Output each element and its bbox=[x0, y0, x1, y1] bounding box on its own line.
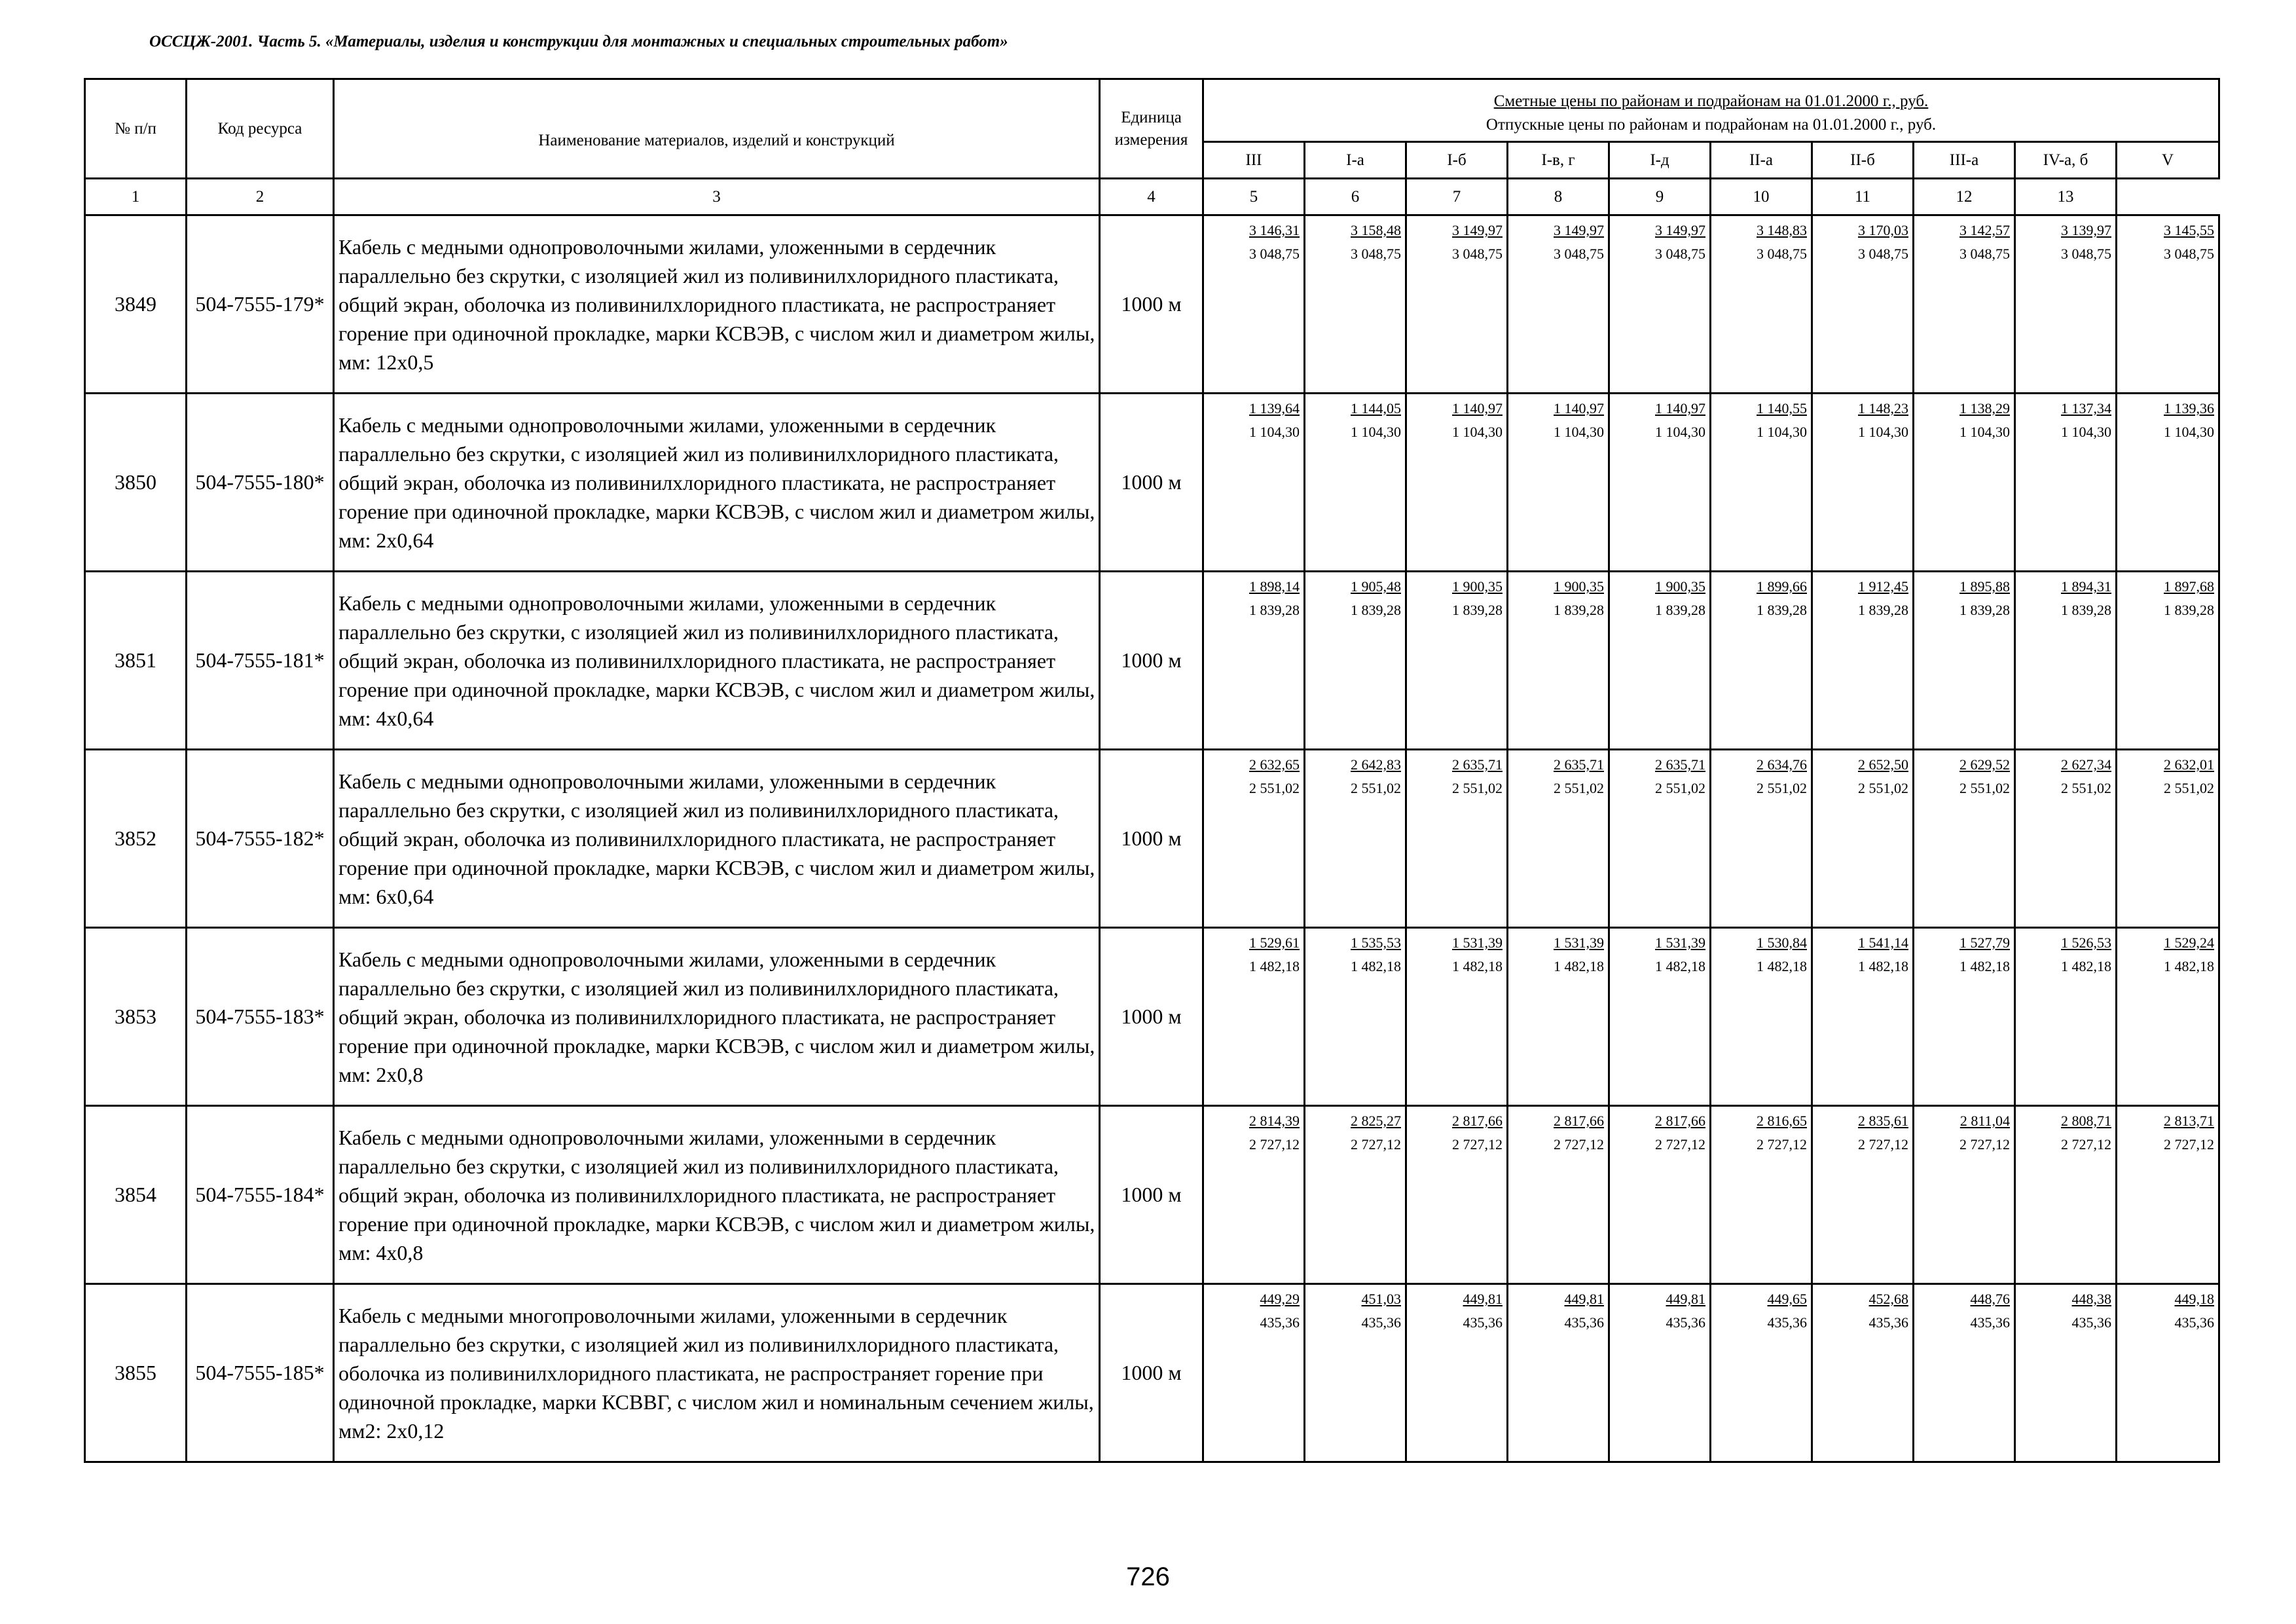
resource-code: 504-7555-182* bbox=[187, 750, 334, 928]
release-price: 3 048,75 bbox=[1757, 246, 1807, 262]
estimate-price: 3 142,57 bbox=[1959, 222, 2010, 238]
estimate-price: 2 652,50 bbox=[1858, 756, 1908, 773]
region-header: III bbox=[1203, 142, 1305, 179]
estimate-price: 3 158,48 bbox=[1351, 222, 1401, 238]
price-cell bbox=[1711, 572, 1812, 750]
resource-code: 504-7555-181* bbox=[187, 572, 334, 750]
table-row bbox=[85, 1106, 2219, 1284]
price-cell bbox=[1203, 750, 1305, 928]
row-number: 3849 bbox=[85, 215, 187, 394]
row-number: 3854 bbox=[85, 1106, 187, 1284]
price-cell bbox=[1203, 928, 1305, 1106]
price-cell bbox=[1305, 1106, 1406, 1284]
estimate-price: 2 642,83 bbox=[1351, 756, 1401, 773]
table-row bbox=[85, 572, 2219, 750]
price-cell bbox=[1406, 572, 1508, 750]
estimate-price: 1 140,97 bbox=[1452, 400, 1503, 416]
price-cell bbox=[1203, 215, 1305, 394]
table-row bbox=[85, 215, 2219, 394]
column-number: 4 bbox=[1100, 179, 1203, 215]
column-number: 13 bbox=[2015, 179, 2117, 215]
release-price: 2 551,02 bbox=[1351, 780, 1401, 796]
price-cell bbox=[1609, 1106, 1711, 1284]
price-cell bbox=[1508, 750, 1609, 928]
price-cell bbox=[1406, 1106, 1508, 1284]
price-cell bbox=[2015, 394, 2117, 572]
estimate-price: 1 527,79 bbox=[1959, 934, 2010, 951]
release-price: 3 048,75 bbox=[1959, 246, 2010, 262]
price-cell bbox=[1609, 750, 1711, 928]
material-name: Кабель с медными однопроволочными жилами, уложенными в сердечник параллельно без скрутки, с изоляцией жил из поливинилхлоридного пластиката, общий экран, оболочка из поливинилхлоридного пластиката, не распространяет горение при одиночной прокладке, марки КСВЭВ, с числом жил и диаметром жилы, мм: 2х0,8 bbox=[334, 928, 1100, 1106]
release-price: 1 839,28 bbox=[1249, 602, 1300, 618]
release-price: 435,36 bbox=[1868, 1314, 1908, 1331]
measure-unit: 1000 м bbox=[1100, 394, 1203, 572]
release-price: 1 482,18 bbox=[2164, 958, 2215, 974]
row-number: 3850 bbox=[85, 394, 187, 572]
header-code: Код ресурса bbox=[187, 79, 334, 179]
release-price: 435,36 bbox=[1361, 1314, 1401, 1331]
row-number: 3853 bbox=[85, 928, 187, 1106]
estimate-price: 3 146,31 bbox=[1249, 222, 1300, 238]
release-price: 2 551,02 bbox=[2164, 780, 2215, 796]
estimate-price: 3 145,55 bbox=[2164, 222, 2215, 238]
measure-unit: 1000 м bbox=[1100, 750, 1203, 928]
header-prices bbox=[1203, 79, 2219, 142]
estimate-price: 1 529,61 bbox=[1249, 934, 1300, 951]
price-cell bbox=[1914, 394, 2015, 572]
estimate-price: 1 529,24 bbox=[2164, 934, 2215, 951]
resource-code: 504-7555-180* bbox=[187, 394, 334, 572]
column-number: 3 bbox=[334, 179, 1100, 215]
estimate-price: 1 148,23 bbox=[1858, 400, 1908, 416]
release-price: 2 727,12 bbox=[1757, 1136, 1807, 1153]
estimate-price: 2 817,66 bbox=[1655, 1113, 1705, 1129]
estimate-price: 2 627,34 bbox=[2061, 756, 2111, 773]
release-price: 435,36 bbox=[1666, 1314, 1705, 1331]
estimate-price: 1 900,35 bbox=[1554, 578, 1604, 595]
release-price: 2 727,12 bbox=[1249, 1136, 1300, 1153]
material-name: Кабель с медными однопроволочными жилами, уложенными в сердечник параллельно без скрутки, с изоляцией жил из поливинилхлоридного пластиката, общий экран, оболочка из поливинилхлоридного пластиката, не распространяет горение при одиночной прокладке, марки КСВЭВ, с числом жил и диаметром жилы, мм: 4х0,8 bbox=[334, 1106, 1100, 1284]
estimate-price: 2 634,76 bbox=[1757, 756, 1807, 773]
price-cell bbox=[1609, 928, 1711, 1106]
release-price: 1 104,30 bbox=[2061, 424, 2111, 440]
estimate-price: 448,76 bbox=[1970, 1291, 2010, 1307]
estimate-price: 1 531,39 bbox=[1554, 934, 1604, 951]
resource-code: 504-7555-184* bbox=[187, 1106, 334, 1284]
release-price: 2 551,02 bbox=[1757, 780, 1807, 796]
release-price: 1 839,28 bbox=[1858, 602, 1908, 618]
column-number: 5 bbox=[1203, 179, 1305, 215]
estimate-price: 2 811,04 bbox=[1959, 1113, 2010, 1129]
column-number: 6 bbox=[1305, 179, 1406, 215]
price-cell bbox=[1406, 750, 1508, 928]
release-price: 1 482,18 bbox=[1351, 958, 1401, 974]
estimate-price: 2 817,66 bbox=[1554, 1113, 1604, 1129]
release-price: 3 048,75 bbox=[1858, 246, 1908, 262]
release-price: 3 048,75 bbox=[2061, 246, 2111, 262]
price-cell bbox=[2117, 1106, 2219, 1284]
column-number: 12 bbox=[1914, 179, 2015, 215]
price-cell bbox=[2117, 394, 2219, 572]
price-cell bbox=[1305, 928, 1406, 1106]
release-price: 1 482,18 bbox=[1655, 958, 1705, 974]
release-price: 1 839,28 bbox=[1554, 602, 1604, 618]
release-price: 1 839,28 bbox=[1959, 602, 2010, 618]
estimate-price: 1 898,14 bbox=[1249, 578, 1300, 595]
estimate-price: 449,81 bbox=[1463, 1291, 1503, 1307]
material-name: Кабель с медными многопроволочными жилами, уложенными в сердечник параллельно без скрутки, с изоляцией жил из поливинилхлоридного пластиката, оболочка из поливинилхлоридного пластиката, не распространяет горение при одиночной прокладке, марки КСВВГ, с числом жил и номинальным сечением жилы, мм2: 2х0,12 bbox=[334, 1284, 1100, 1462]
price-cell bbox=[2015, 750, 2117, 928]
release-price: 2 551,02 bbox=[1554, 780, 1604, 796]
price-cell bbox=[1711, 928, 1812, 1106]
price-cell bbox=[1508, 1284, 1609, 1462]
estimate-price: 1 897,68 bbox=[2164, 578, 2215, 595]
estimate-price: 2 813,71 bbox=[2164, 1113, 2215, 1129]
release-price: 435,36 bbox=[2174, 1314, 2215, 1331]
price-cell bbox=[1812, 928, 1914, 1106]
release-price: 2 727,12 bbox=[1655, 1136, 1705, 1153]
price-cell bbox=[2015, 572, 2117, 750]
price-cell bbox=[1406, 215, 1508, 394]
estimate-price: 2 629,52 bbox=[1959, 756, 2010, 773]
release-price: 1 839,28 bbox=[1351, 602, 1401, 618]
material-name: Кабель с медными однопроволочными жилами, уложенными в сердечник параллельно без скрутки, с изоляцией жил из поливинилхлоридного пластиката, общий экран, оболочка из поливинилхлоридного пластиката, не распространяет горение при одиночной прокладке, марки КСВЭВ, с числом жил и диаметром жилы, мм: 6х0,64 bbox=[334, 750, 1100, 928]
header-prices-release: Отпускные цены по районам и подрайонам на 01.01.2000 г., руб. bbox=[1485, 115, 1937, 134]
release-price: 1 839,28 bbox=[1452, 602, 1503, 618]
price-cell bbox=[2117, 928, 2219, 1106]
estimate-price: 1 900,35 bbox=[1655, 578, 1705, 595]
estimate-price: 2 814,39 bbox=[1249, 1113, 1300, 1129]
release-price: 1 482,18 bbox=[1249, 958, 1300, 974]
price-cell bbox=[2015, 1284, 2117, 1462]
price-cell bbox=[2117, 215, 2219, 394]
price-cell bbox=[1203, 394, 1305, 572]
header-unit: Единица измерения bbox=[1100, 79, 1203, 179]
estimate-price: 1 139,36 bbox=[2164, 400, 2215, 416]
region-header: I-а bbox=[1305, 142, 1406, 179]
measure-unit: 1000 м bbox=[1100, 1284, 1203, 1462]
estimate-price: 2 632,65 bbox=[1249, 756, 1300, 773]
estimate-price: 1 531,39 bbox=[1655, 934, 1705, 951]
price-cell bbox=[1914, 1284, 2015, 1462]
release-price: 435,36 bbox=[1970, 1314, 2010, 1331]
estimate-price: 3 170,03 bbox=[1858, 222, 1908, 238]
release-price: 1 104,30 bbox=[1351, 424, 1401, 440]
row-number: 3851 bbox=[85, 572, 187, 750]
estimate-price: 3 149,97 bbox=[1452, 222, 1503, 238]
resource-code: 504-7555-185* bbox=[187, 1284, 334, 1462]
price-cell bbox=[1914, 928, 2015, 1106]
material-name: Кабель с медными однопроволочными жилами, уложенными в сердечник параллельно без скрутки, с изоляцией жил из поливинилхлоридного пластиката, общий экран, оболочка из поливинилхлоридного пластиката, не распространяет горение при одиночной прокладке, марки КСВЭВ, с числом жил и диаметром жилы, мм: 12х0,5 bbox=[334, 215, 1100, 394]
price-cell bbox=[1305, 572, 1406, 750]
estimate-price: 449,81 bbox=[1564, 1291, 1604, 1307]
estimate-price: 1 530,84 bbox=[1757, 934, 1807, 951]
estimate-price: 449,81 bbox=[1666, 1291, 1705, 1307]
price-cell bbox=[1508, 1106, 1609, 1284]
region-header: II-б bbox=[1812, 142, 1914, 179]
release-price: 2 727,12 bbox=[1959, 1136, 2010, 1153]
release-price: 1 839,28 bbox=[2061, 602, 2111, 618]
release-price: 1 104,30 bbox=[2164, 424, 2215, 440]
price-cell bbox=[1305, 215, 1406, 394]
estimate-price: 3 149,97 bbox=[1554, 222, 1604, 238]
estimate-price: 2 816,65 bbox=[1757, 1113, 1807, 1129]
estimate-price: 2 817,66 bbox=[1452, 1113, 1503, 1129]
estimate-price: 3 149,97 bbox=[1655, 222, 1705, 238]
region-header: I-б bbox=[1406, 142, 1508, 179]
price-cell bbox=[1812, 750, 1914, 928]
estimate-price: 2 632,01 bbox=[2164, 756, 2215, 773]
release-price: 2 551,02 bbox=[1858, 780, 1908, 796]
price-table bbox=[84, 78, 2220, 1463]
document-header: ОССЦЖ-2001. Часть 5. «Материалы, изделия и конструкции для монтажных и специальных строительных работ» bbox=[149, 33, 1008, 50]
estimate-price: 2 808,71 bbox=[2061, 1113, 2111, 1129]
release-price: 1 839,28 bbox=[1655, 602, 1705, 618]
release-price: 1 482,18 bbox=[1554, 958, 1604, 974]
estimate-price: 449,65 bbox=[1767, 1291, 1807, 1307]
price-cell bbox=[1508, 572, 1609, 750]
column-number: 10 bbox=[1711, 179, 1812, 215]
price-cell bbox=[1406, 394, 1508, 572]
estimate-price: 2 825,27 bbox=[1351, 1113, 1401, 1129]
price-cell bbox=[1711, 750, 1812, 928]
release-price: 2 551,02 bbox=[1655, 780, 1705, 796]
price-cell bbox=[2015, 215, 2117, 394]
price-cell bbox=[1305, 750, 1406, 928]
column-number: 11 bbox=[1812, 179, 1914, 215]
release-price: 3 048,75 bbox=[1655, 246, 1705, 262]
estimate-price: 2 635,71 bbox=[1452, 756, 1503, 773]
estimate-price: 1 905,48 bbox=[1351, 578, 1401, 595]
release-price: 2 727,12 bbox=[2164, 1136, 2215, 1153]
release-price: 435,36 bbox=[1260, 1314, 1300, 1331]
estimate-price: 1 140,97 bbox=[1554, 400, 1604, 416]
price-cell bbox=[1711, 394, 1812, 572]
release-price: 435,36 bbox=[1564, 1314, 1604, 1331]
price-cell bbox=[2015, 928, 2117, 1106]
release-price: 1 104,30 bbox=[1554, 424, 1604, 440]
release-price: 1 104,30 bbox=[1655, 424, 1705, 440]
price-cell bbox=[1508, 215, 1609, 394]
estimate-price: 1 535,53 bbox=[1351, 934, 1401, 951]
estimate-price: 1 140,97 bbox=[1655, 400, 1705, 416]
price-cell bbox=[1711, 215, 1812, 394]
price-cell bbox=[1812, 1284, 1914, 1462]
row-number: 3855 bbox=[85, 1284, 187, 1462]
estimate-price: 1 899,66 bbox=[1757, 578, 1807, 595]
estimate-price: 1 138,29 bbox=[1959, 400, 2010, 416]
price-cell bbox=[1203, 572, 1305, 750]
estimate-price: 1 137,34 bbox=[2061, 400, 2111, 416]
row-number: 3852 bbox=[85, 750, 187, 928]
price-cell bbox=[1711, 1106, 1812, 1284]
estimate-price: 1 912,45 bbox=[1858, 578, 1908, 595]
estimate-price: 1 900,35 bbox=[1452, 578, 1503, 595]
measure-unit: 1000 м bbox=[1100, 572, 1203, 750]
region-header: IV-а, б bbox=[2015, 142, 2117, 179]
price-cell bbox=[1203, 1284, 1305, 1462]
column-number: 8 bbox=[1508, 179, 1609, 215]
region-header: II-а bbox=[1711, 142, 1812, 179]
measure-unit: 1000 м bbox=[1100, 215, 1203, 394]
resource-code: 504-7555-179* bbox=[187, 215, 334, 394]
price-cell bbox=[2117, 1284, 2219, 1462]
price-cell bbox=[1812, 394, 1914, 572]
column-number: 2 bbox=[187, 179, 334, 215]
estimate-price: 1 541,14 bbox=[1858, 934, 1908, 951]
page-number: 726 bbox=[1126, 1562, 1170, 1591]
region-header: V bbox=[2117, 142, 2219, 179]
release-price: 1 104,30 bbox=[1959, 424, 2010, 440]
estimate-price: 449,18 bbox=[2174, 1291, 2215, 1307]
release-price: 1 839,28 bbox=[2164, 602, 2215, 618]
price-cell bbox=[1914, 750, 2015, 928]
table-body bbox=[85, 215, 2219, 1462]
estimate-price: 1 139,64 bbox=[1249, 400, 1300, 416]
region-header: I-д bbox=[1609, 142, 1711, 179]
release-price: 2 727,12 bbox=[1554, 1136, 1604, 1153]
resource-code: 504-7555-183* bbox=[187, 928, 334, 1106]
estimate-price: 451,03 bbox=[1361, 1291, 1401, 1307]
column-number: 7 bbox=[1406, 179, 1508, 215]
release-price: 3 048,75 bbox=[1452, 246, 1503, 262]
release-price: 3 048,75 bbox=[2164, 246, 2215, 262]
price-cell bbox=[1508, 928, 1609, 1106]
release-price: 3 048,75 bbox=[1554, 246, 1604, 262]
release-price: 3 048,75 bbox=[1351, 246, 1401, 262]
table-row bbox=[85, 1284, 2219, 1462]
estimate-price: 452,68 bbox=[1868, 1291, 1908, 1307]
release-price: 2 551,02 bbox=[1959, 780, 2010, 796]
table-row bbox=[85, 928, 2219, 1106]
estimate-price: 3 139,97 bbox=[2061, 222, 2111, 238]
estimate-price: 2 835,61 bbox=[1858, 1113, 1908, 1129]
price-cell bbox=[1812, 215, 1914, 394]
price-cell bbox=[1305, 1284, 1406, 1462]
measure-unit: 1000 м bbox=[1100, 1106, 1203, 1284]
release-price: 2 551,02 bbox=[1249, 780, 1300, 796]
estimate-price: 1 140,55 bbox=[1757, 400, 1807, 416]
release-price: 2 727,12 bbox=[1452, 1136, 1503, 1153]
price-cell bbox=[2117, 750, 2219, 928]
price-cell bbox=[1812, 1106, 1914, 1284]
release-price: 1 104,30 bbox=[1249, 424, 1300, 440]
estimate-price: 1 531,39 bbox=[1452, 934, 1503, 951]
release-price: 2 727,12 bbox=[2061, 1136, 2111, 1153]
price-cell bbox=[1812, 572, 1914, 750]
column-numbers-row bbox=[85, 179, 2219, 215]
release-price: 1 482,18 bbox=[2061, 958, 2111, 974]
estimate-price: 3 148,83 bbox=[1757, 222, 1807, 238]
price-cell bbox=[1609, 1284, 1711, 1462]
release-price: 3 048,75 bbox=[1249, 246, 1300, 262]
price-cell bbox=[1914, 572, 2015, 750]
measure-unit: 1000 м bbox=[1100, 928, 1203, 1106]
material-name: Кабель с медными однопроволочными жилами, уложенными в сердечник параллельно без скрутки, с изоляцией жил из поливинилхлоридного пластиката, общий экран, оболочка из поливинилхлоридного пластиката, не распространяет горение при одиночной прокладке, марки КСВЭВ, с числом жил и диаметром жилы, мм: 4х0,64 bbox=[334, 572, 1100, 750]
price-cell bbox=[1609, 215, 1711, 394]
region-header: III-а bbox=[1914, 142, 2015, 179]
release-price: 1 839,28 bbox=[1757, 602, 1807, 618]
header-row-no: № п/п bbox=[85, 79, 187, 179]
estimate-price: 1 894,31 bbox=[2061, 578, 2111, 595]
column-number: 1 bbox=[85, 179, 187, 215]
header-prices-estimate: Сметные цены по районам и подрайонам на 01.01.2000 г., руб. bbox=[1493, 92, 1929, 110]
header-name: Наименование материалов, изделий и конструкций bbox=[334, 79, 1100, 179]
release-price: 1 482,18 bbox=[1858, 958, 1908, 974]
release-price: 435,36 bbox=[1463, 1314, 1503, 1331]
release-price: 1 104,30 bbox=[1757, 424, 1807, 440]
column-number: 9 bbox=[1609, 179, 1711, 215]
release-price: 2 727,12 bbox=[1351, 1136, 1401, 1153]
estimate-price: 1 526,53 bbox=[2061, 934, 2111, 951]
price-cell bbox=[2117, 572, 2219, 750]
price-cell bbox=[1203, 1106, 1305, 1284]
price-cell bbox=[2015, 1106, 2117, 1284]
estimate-price: 449,29 bbox=[1260, 1291, 1300, 1307]
release-price: 2 551,02 bbox=[1452, 780, 1503, 796]
estimate-price: 2 635,71 bbox=[1554, 756, 1604, 773]
price-cell bbox=[1406, 1284, 1508, 1462]
estimate-price: 1 144,05 bbox=[1351, 400, 1401, 416]
release-price: 1 104,30 bbox=[1452, 424, 1503, 440]
estimate-price: 1 895,88 bbox=[1959, 578, 2010, 595]
material-name: Кабель с медными однопроволочными жилами, уложенными в сердечник параллельно без скрутки, с изоляцией жил из поливинилхлоридного пластиката, общий экран, оболочка из поливинилхлоридного пластиката, не распространяет горение при одиночной прокладке, марки КСВЭВ, с числом жил и диаметром жилы, мм: 2х0,64 bbox=[334, 394, 1100, 572]
estimate-price: 2 635,71 bbox=[1655, 756, 1705, 773]
release-price: 1 482,18 bbox=[1959, 958, 2010, 974]
price-cell bbox=[1609, 572, 1711, 750]
table-row bbox=[85, 750, 2219, 928]
price-cell bbox=[1305, 394, 1406, 572]
release-price: 1 482,18 bbox=[1452, 958, 1503, 974]
release-price: 435,36 bbox=[2071, 1314, 2111, 1331]
price-cell bbox=[1914, 215, 2015, 394]
price-cell bbox=[1609, 394, 1711, 572]
table-row bbox=[85, 394, 2219, 572]
estimate-price: 448,38 bbox=[2071, 1291, 2111, 1307]
price-cell bbox=[1406, 928, 1508, 1106]
region-header: I-в, г bbox=[1508, 142, 1609, 179]
release-price: 2 551,02 bbox=[2061, 780, 2111, 796]
release-price: 2 727,12 bbox=[1858, 1136, 1908, 1153]
release-price: 1 482,18 bbox=[1757, 958, 1807, 974]
release-price: 1 104,30 bbox=[1858, 424, 1908, 440]
release-price: 435,36 bbox=[1767, 1314, 1807, 1331]
price-cell bbox=[1914, 1106, 2015, 1284]
price-cell bbox=[1508, 394, 1609, 572]
price-cell bbox=[1711, 1284, 1812, 1462]
